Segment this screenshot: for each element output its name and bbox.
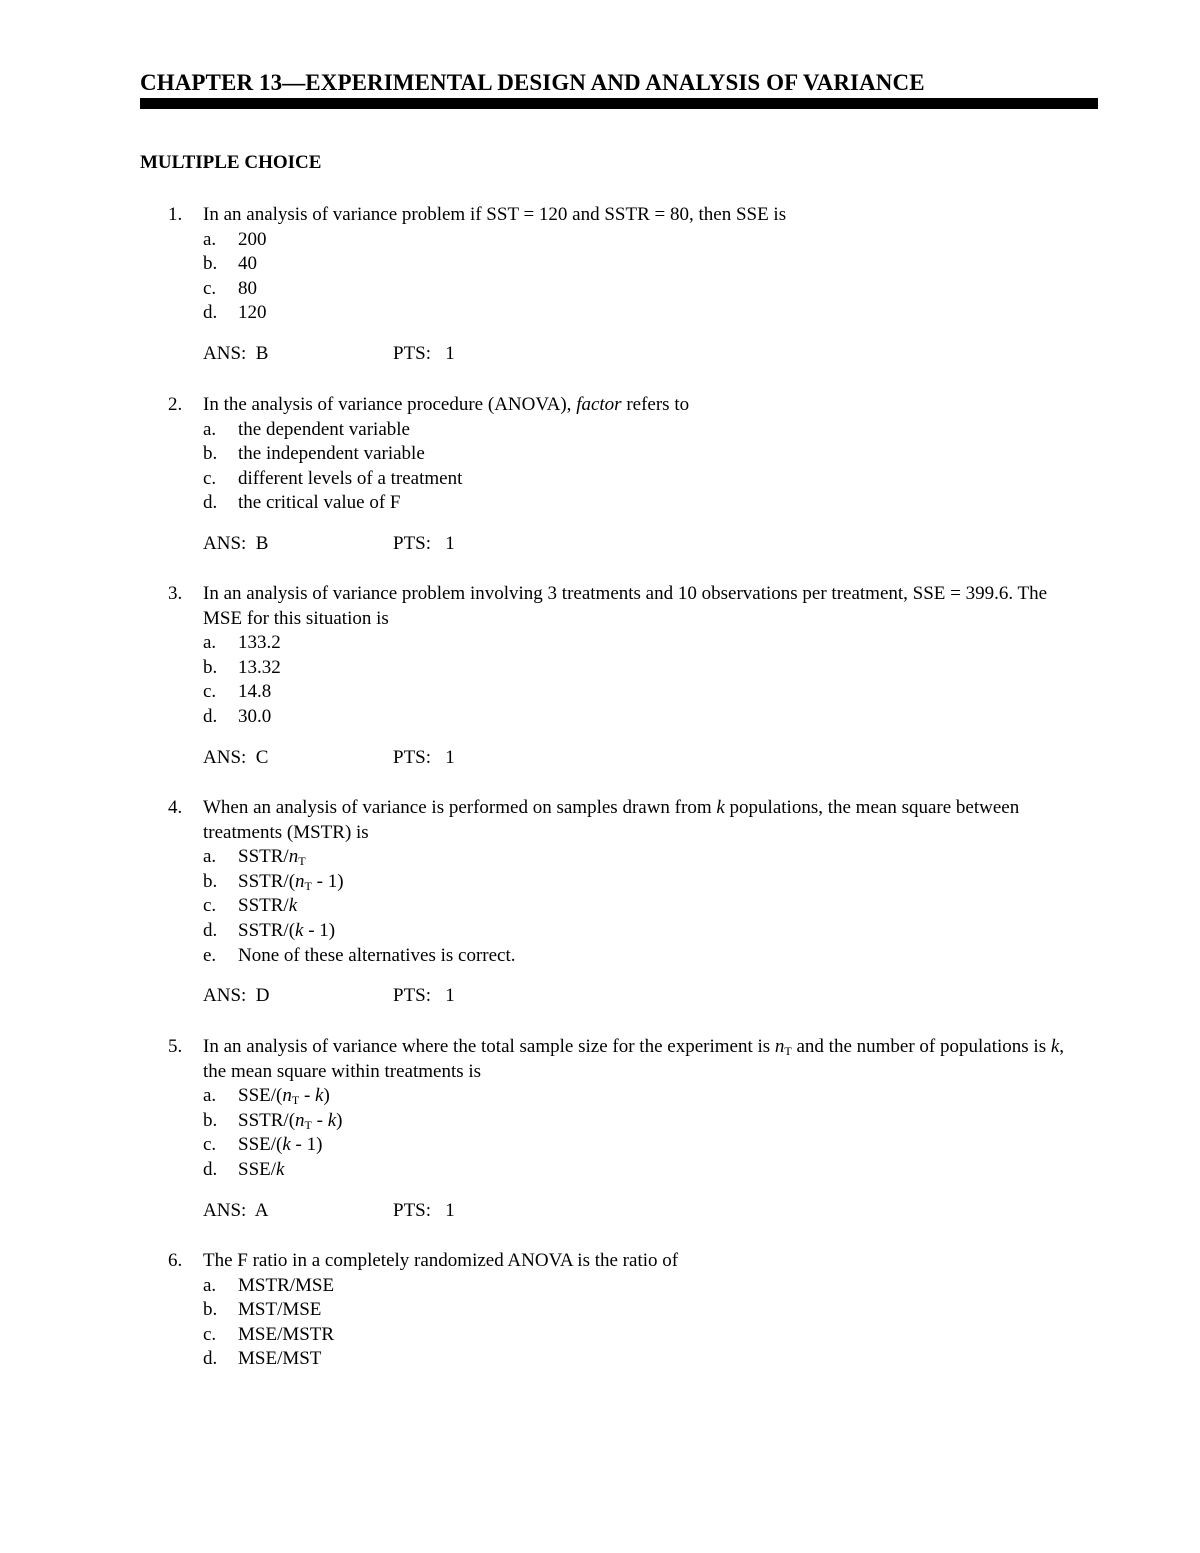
question-stem: In an analysis of variance where the total sample size for the experiment is $n_T$ and the number of populations is k, the mean square within treatments is bbox=[203, 1036, 1065, 1082]
points-value: PTS: 1 bbox=[393, 343, 455, 364]
question-stem: In an analysis of variance problem if SST = 120 and SSTR = 80, then SSE is bbox=[203, 204, 787, 225]
answer-option bbox=[203, 1323, 334, 1348]
question-stem: In an analysis of variance problem involving 3 treatments and 10 observations per treatment, SSE = 399.6. The MSE for this situation is bbox=[203, 583, 1048, 629]
option-letter: b. bbox=[203, 870, 218, 892]
option-letter: a. bbox=[203, 1274, 217, 1296]
question-stem: When an analysis of variance is performed on samples drawn from k populations, the mean square between treatments (MSTR) is bbox=[203, 797, 1020, 843]
answer-key-row bbox=[203, 746, 455, 771]
answer-option bbox=[203, 252, 257, 277]
option-letter: b. bbox=[203, 253, 218, 275]
option-letter: d. bbox=[203, 302, 218, 324]
option-text: 133.2 bbox=[238, 632, 281, 654]
question-number: 3. bbox=[168, 583, 183, 604]
answer-option bbox=[203, 1298, 321, 1323]
option-letter: c. bbox=[203, 895, 217, 917]
option-text: SSE/k bbox=[238, 1159, 285, 1180]
option-letter: c. bbox=[203, 1323, 217, 1345]
option-text: 30.0 bbox=[238, 706, 272, 727]
option-text: different levels of a treatment bbox=[238, 467, 463, 489]
answer-key: ANS: A bbox=[203, 1199, 269, 1221]
answer-option bbox=[203, 467, 462, 492]
option-letter: a. bbox=[203, 418, 217, 440]
answer-option bbox=[203, 277, 257, 302]
answer-option bbox=[203, 301, 267, 326]
question-stem: In the analysis of variance procedure (ANOVA), factor refers to bbox=[203, 394, 690, 415]
answer-key-row bbox=[203, 984, 455, 1009]
option-text: SSTR/(k - 1) bbox=[238, 920, 336, 941]
option-letter: b. bbox=[203, 656, 218, 678]
option-letter: e. bbox=[203, 944, 217, 966]
option-letter: d. bbox=[203, 920, 218, 941]
answer-option bbox=[203, 228, 267, 253]
option-letter: c. bbox=[203, 1134, 217, 1156]
answer-option bbox=[203, 705, 271, 730]
option-letter: c. bbox=[203, 277, 217, 299]
question-number: 1. bbox=[168, 204, 183, 225]
option-text: 40 bbox=[238, 253, 257, 275]
option-text: MSE/MST bbox=[238, 1348, 322, 1370]
option-text: None of these alternatives is correct. bbox=[238, 944, 516, 966]
option-text: SSTR/k bbox=[238, 895, 298, 917]
answer-option bbox=[203, 631, 281, 656]
option-text: 13.32 bbox=[238, 656, 281, 678]
option-text: SSTR/$n_T$ bbox=[238, 846, 306, 869]
answer-option bbox=[203, 491, 401, 516]
option-letter: a. bbox=[203, 846, 217, 868]
option-letter: d. bbox=[203, 1348, 218, 1370]
answer-option bbox=[203, 845, 306, 870]
question-number: 5. bbox=[168, 1036, 183, 1057]
answer-key: ANS: C bbox=[203, 746, 269, 768]
points-value: PTS: 1 bbox=[393, 1199, 455, 1221]
points-value: PTS: 1 bbox=[393, 533, 455, 554]
answer-key: ANS: B bbox=[203, 533, 269, 554]
answer-option bbox=[203, 442, 425, 467]
option-text: SSTR/$(n_T - k)$ bbox=[238, 1109, 343, 1132]
answer-option bbox=[203, 870, 344, 895]
option-letter: c. bbox=[203, 681, 217, 703]
answer-option bbox=[203, 894, 297, 919]
answer-key-row bbox=[203, 342, 455, 367]
option-letter: d. bbox=[203, 492, 218, 514]
chapter-title: CHAPTER 13—EXPERIMENTAL DESIGN AND ANALYSIS OF VARIANCE bbox=[140, 70, 925, 95]
answer-option bbox=[203, 944, 516, 969]
option-text: the critical value of F bbox=[238, 492, 401, 514]
option-text: 120 bbox=[238, 302, 267, 324]
option-text: the independent variable bbox=[238, 443, 425, 465]
answer-option bbox=[203, 680, 271, 705]
option-text: MSE/MSTR bbox=[238, 1323, 335, 1345]
points-value: PTS: 1 bbox=[393, 985, 455, 1007]
section-heading: MULTIPLE CHOICE bbox=[140, 152, 322, 173]
option-letter: d. bbox=[203, 1159, 218, 1180]
option-text: the dependent variable bbox=[238, 418, 410, 440]
option-letter: b. bbox=[203, 1109, 218, 1131]
option-letter: a. bbox=[203, 1085, 217, 1107]
answer-option bbox=[203, 1133, 322, 1158]
answer-key-row bbox=[203, 532, 455, 557]
answer-option bbox=[203, 1347, 321, 1372]
answer-option bbox=[203, 418, 410, 443]
option-letter: a. bbox=[203, 228, 217, 250]
answer-key: ANS: B bbox=[203, 343, 269, 364]
option-text: MSTR/MSE bbox=[238, 1274, 335, 1296]
answer-option bbox=[203, 1109, 342, 1134]
option-letter: a. bbox=[203, 632, 217, 654]
option-text: 80 bbox=[238, 277, 257, 299]
answer-option bbox=[203, 919, 335, 944]
option-letter: b. bbox=[203, 443, 218, 465]
option-text: 14.8 bbox=[238, 681, 272, 703]
question-number: 4. bbox=[168, 797, 183, 818]
answer-option bbox=[203, 656, 281, 681]
answer-key-row bbox=[203, 1199, 455, 1224]
points-value: PTS: 1 bbox=[393, 746, 455, 768]
question-stem: The F ratio in a completely randomized ANOVA is the ratio of bbox=[203, 1250, 679, 1271]
option-text: MST/MSE bbox=[238, 1299, 322, 1321]
option-text: SSTR/$(n_T - 1)$ bbox=[238, 870, 344, 893]
question-number: 2. bbox=[168, 394, 183, 415]
option-letter: b. bbox=[203, 1299, 218, 1321]
answer-key: ANS: D bbox=[203, 985, 270, 1007]
question-number: 6. bbox=[168, 1250, 183, 1271]
title-rule bbox=[140, 98, 1098, 109]
answer-option bbox=[203, 1158, 284, 1183]
option-text: SSE/$(n_T - k)$ bbox=[238, 1085, 330, 1108]
option-letter: c. bbox=[203, 467, 217, 489]
option-text: SSE/(k - 1) bbox=[238, 1134, 323, 1156]
answer-option bbox=[203, 1084, 330, 1109]
option-letter: d. bbox=[203, 706, 218, 727]
option-text: 200 bbox=[238, 228, 267, 250]
answer-option bbox=[203, 1274, 334, 1299]
